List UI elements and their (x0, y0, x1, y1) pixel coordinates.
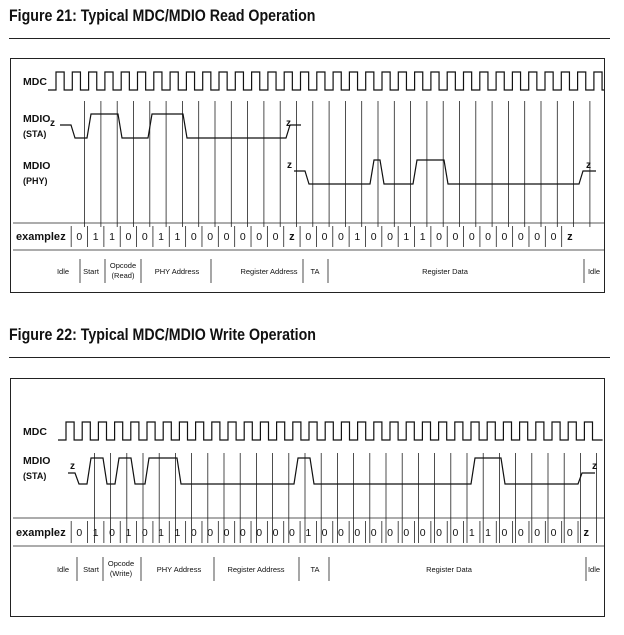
field-label: Opcode (Write) (107, 559, 135, 578)
field-label: Start (83, 565, 99, 574)
example-bit: z (567, 231, 573, 243)
figure-22-title: Figure 22: Typical MDC/MDIO Write Operation (9, 326, 316, 344)
example-bit: 0 (141, 231, 148, 243)
mdc-signal-label: MDC (23, 76, 47, 88)
field-label: Register Address (227, 565, 285, 574)
mdio-sta-sublabel: (STA) (23, 129, 47, 139)
sta-z-label: z (592, 461, 597, 472)
example-bit: 1 (125, 527, 132, 539)
example-bit: 0 (256, 231, 263, 243)
example-bit: 0 (452, 527, 459, 539)
field-label: Register Data (426, 565, 472, 574)
example-bit: 0 (207, 527, 214, 539)
example-bit: 0 (338, 231, 344, 243)
mdc-clock-waveform (48, 72, 605, 90)
example-bit: 0 (436, 231, 442, 243)
example-bit: 0 (534, 527, 541, 539)
figure-22-diagram (10, 378, 605, 617)
field-label: Register Address (240, 267, 298, 276)
example-bit: 0 (419, 527, 426, 539)
example-bit: z (60, 527, 66, 539)
example-row-label: example (16, 231, 61, 243)
example-bit: 0 (468, 231, 475, 243)
mdio-sta-label: MDIO (23, 113, 51, 125)
example-bit: 0 (338, 527, 344, 539)
mdio-phy-label: MDIO (23, 160, 51, 172)
example-bit: 1 (158, 527, 165, 539)
field-label: PHY Address (156, 565, 202, 574)
example-bit: 1 (109, 231, 115, 243)
example-bit: 1 (158, 231, 165, 243)
write-timing-diagram (11, 379, 605, 617)
example-bit: 0 (305, 231, 312, 243)
example-bit: 0 (550, 527, 557, 539)
example-bit: 1 (174, 231, 181, 243)
read-timing-diagram (11, 59, 605, 293)
mdio-phy-sublabel: (PHY) (23, 176, 48, 186)
sta-z-label: z (286, 118, 291, 129)
mdc-clock-waveform (58, 422, 603, 440)
figure-21-diagram (10, 58, 605, 293)
example-bit: 0 (501, 527, 508, 539)
example-bit: 0 (239, 527, 246, 539)
example-bit: 0 (452, 231, 459, 243)
field-label: Opcode (Read) (109, 261, 137, 280)
field-label: Idle (587, 267, 601, 276)
example-bit: 0 (321, 231, 328, 243)
example-bit: 1 (468, 527, 475, 539)
mdio-sta-sublabel: (STA) (23, 471, 47, 481)
example-bit: 0 (403, 527, 410, 539)
mdio-phy-waveform (294, 160, 596, 184)
field-label: TA (310, 565, 320, 574)
example-bit: 1 (174, 527, 181, 539)
field-label: TA (310, 267, 320, 276)
example-bit: 1 (403, 231, 410, 243)
sta-z-label: z (50, 118, 55, 129)
example-bit: 0 (387, 527, 393, 539)
example-bit: 0 (387, 231, 393, 243)
example-bit: 1 (92, 231, 99, 243)
example-bit: z (583, 527, 589, 539)
example-bit: 0 (566, 527, 573, 539)
field-label: Register Data (422, 267, 468, 276)
example-row-label: example (16, 527, 61, 539)
example-bit: 0 (534, 231, 541, 243)
example-bit: 0 (125, 231, 132, 243)
example-bit: 1 (419, 231, 426, 243)
field-label: PHY Address (154, 267, 200, 276)
example-bit: 0 (190, 231, 197, 243)
mdio-sta-waveform (60, 114, 301, 138)
mdc-signal-label: MDC (23, 426, 47, 438)
example-bit: 0 (76, 231, 83, 243)
figure-21-rule (9, 38, 610, 39)
example-bit: 0 (354, 527, 361, 539)
example-bit: 0 (272, 527, 279, 539)
example-bit: 0 (288, 527, 295, 539)
example-bit: 0 (256, 527, 263, 539)
example-bit: 0 (321, 527, 328, 539)
example-bit: 0 (223, 231, 230, 243)
example-bit: 0 (272, 231, 279, 243)
field-label: Idle (56, 267, 70, 276)
field-label: Start (83, 267, 99, 276)
example-bit: 0 (239, 231, 246, 243)
example-bit: 0 (501, 231, 508, 243)
example-bit: 0 (109, 527, 115, 539)
phy-z-label: z (586, 160, 591, 171)
example-bit: 1 (92, 527, 99, 539)
field-label: Idle (587, 565, 601, 574)
mdio-sta-label: MDIO (23, 455, 51, 467)
example-bit: 0 (517, 527, 524, 539)
example-bit: z (60, 231, 66, 243)
example-bit: 0 (485, 231, 492, 243)
example-bit: 0 (141, 527, 148, 539)
example-bit: 0 (436, 527, 442, 539)
example-bit: 0 (223, 527, 230, 539)
example-bit: z (289, 231, 295, 243)
example-bit: 1 (485, 527, 492, 539)
figure-21-title: Figure 21: Typical MDC/MDIO Read Operation (9, 7, 316, 25)
phy-z-label: z (287, 160, 292, 171)
example-bit: 0 (190, 527, 197, 539)
sta-z-label: z (70, 461, 75, 472)
example-bit: 0 (370, 527, 377, 539)
example-bit: 0 (370, 231, 377, 243)
example-bit: 1 (354, 231, 361, 243)
example-bit: 0 (517, 231, 524, 243)
example-bit: 0 (207, 231, 214, 243)
example-bit: 0 (76, 527, 83, 539)
example-bit: 1 (305, 527, 312, 539)
field-label: Idle (56, 565, 70, 574)
example-bit: 0 (550, 231, 557, 243)
figure-22-rule (9, 357, 610, 358)
